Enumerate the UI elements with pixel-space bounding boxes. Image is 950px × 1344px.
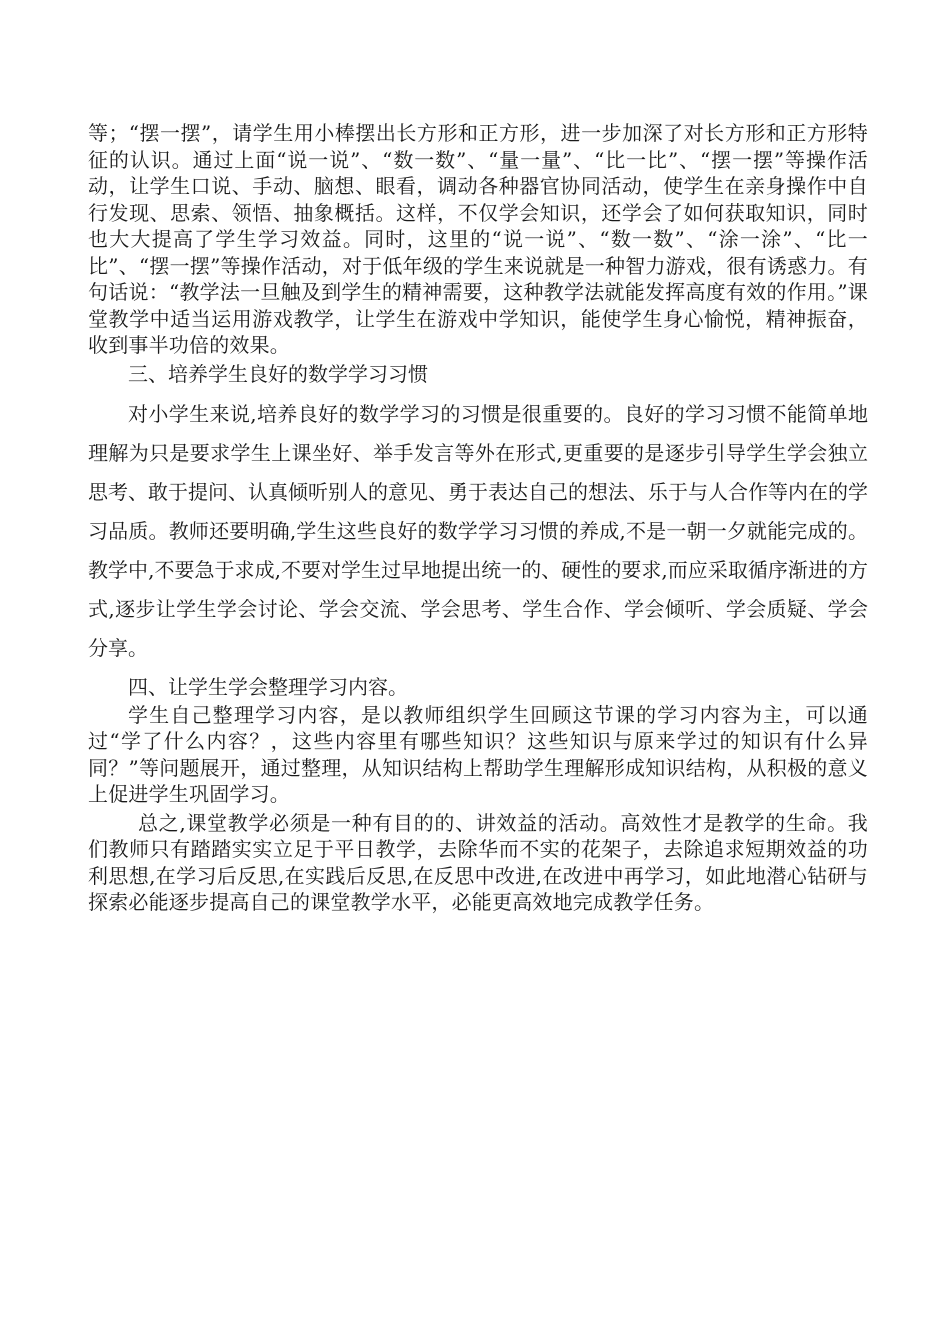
document-body [88,120,868,916]
section-heading-3: 三、培养学生良好的数学学习习惯 [128,361,428,386]
paragraph-conclusion: 总之,课堂教学必须是一种有目的的、讲效益的活动。高效性才是教学的生命。我们教师只有踏踏实实立足于平日教学，去除华而不实的花架子，去除追求短期效益的功利思想,在学习后反思,在实践后反思,在反思中改进,在改进中再学习，如此地潜心钻研与探索必能逐步提高自己的课堂教学水平，必能更高效地完成教学任务。 [88,810,868,914]
paragraph-habits: 对小学生来说,培养良好的数学学习的习惯是很重要的。良好的学习习惯不能简单地理解为只是要求学生上课坐好、举手发言等外在形式,更重要的是逐步引导学生学会独立思考、敢于提问、认真倾听别人的意见、勇于表达自己的想法、乐于与人合作等内在的学习品质。教师还要明确,学生这些良好的数学学习习惯的养成,不是一朝一夕就能完成的。教学中,不要急于求成,不要对学生过早地提出统一的、硬性的要求,而应采取循序渐进的方式,逐步让学生学会讨论、学会交流、学会思考、学生合作、学会倾听、学会质疑、学会分享。 [88,401,868,660]
paragraph-organize: 学生自己整理学习内容，是以教师组织学生回顾这节课的学习内容为主，可以通过“学了什么内容？，这些内容里有哪些知识？这些知识与原来学过的知识有什么异同？”等问题展开，通过整理，从知识结构上帮助学生理解形成知识结构，从积极的意义上促进学生巩固学习。 [88,702,868,806]
section-heading-4: 四、让学生学会整理学习内容。 [128,674,408,699]
paragraph-continued: 等；“摆一摆”，请学生用小棒摆出长方形和正方形，进一步加深了对长方形和正方形特征的认识。通过上面“说一说”、“数一数”、“量一量”、“比一比”、“摆一摆”等操作活动，让学生口说、手动、脑想、眼看，调动各种器官协同活动，使学生在亲身操作中自行发现、思索、领悟、抽象概括。这样，不仅学会知识，还学会了如何获取知识，同时也大大提高了学生学习效益。同时，这里的“说一说”、“数一数”、“涂一涂”、“比一比”、“摆一摆”等操作活动，对于低年级的学生来说就是一种智力游戏，很有诱惑力。有句话说：“教学法一旦触及到学生的精神需要，这种教学法就能发挥高度有效的作用。”课堂教学中适当运用游戏教学，让学生在游戏中学知识，能使学生身心愉悦，精神振奋，收到事半功倍的效果。 [88,121,868,357]
